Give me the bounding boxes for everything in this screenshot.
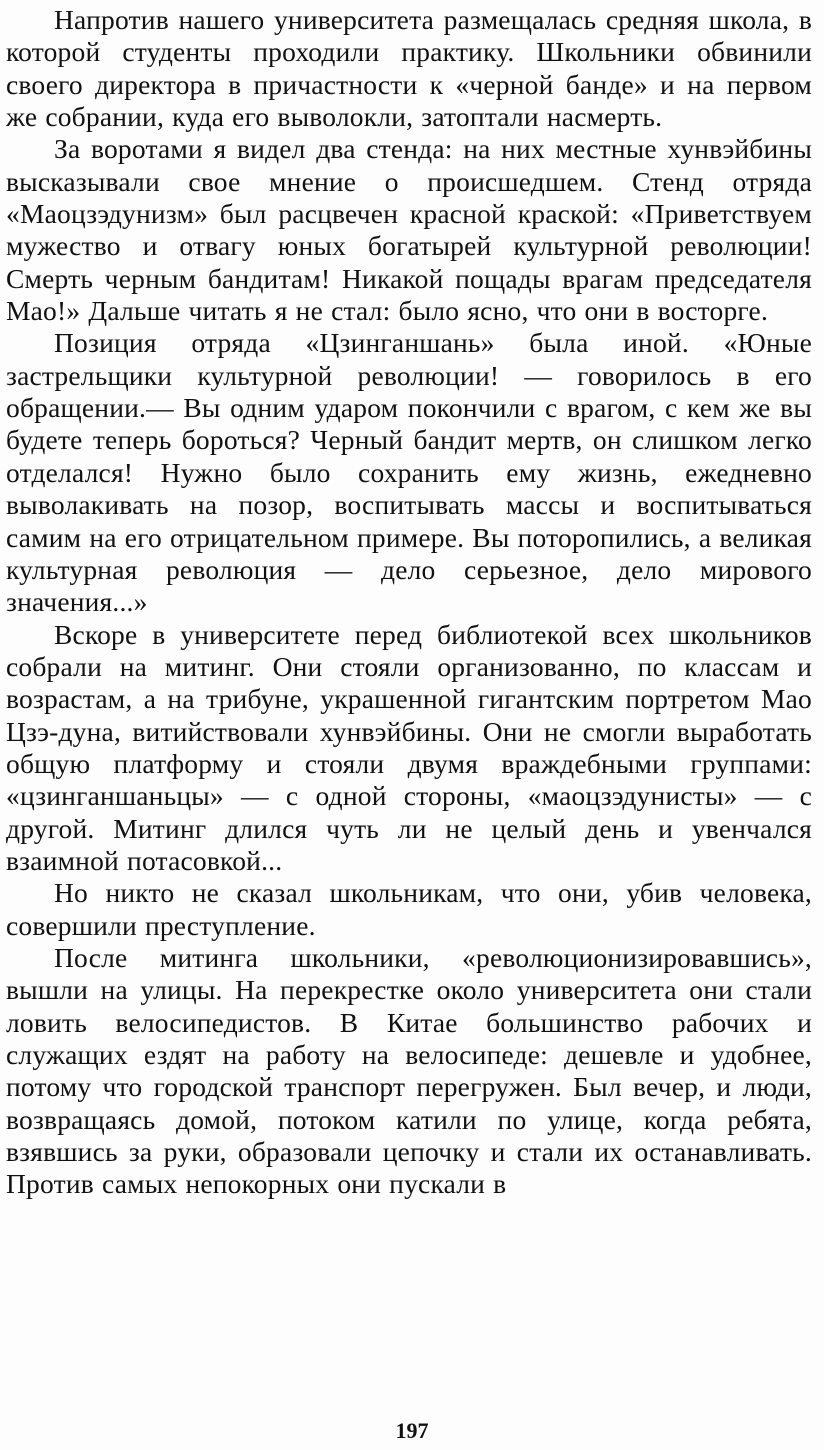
paragraph-2: За воротами я видел два стенда: на них местные хунвэйбины высказывали свое мнение о происшедшем. Стенд отряда «Маоцзэдунизм» был расцвечен красной краской: «Приветствуем мужество и отвагу юных богатырей культурной революции! Смерть черным бандитам! Никакой пощады врагам председателя Мао!» Дальше читать я не стал: было ясно, что они в восторге. [6, 133, 812, 327]
page-number: 197 [395, 1418, 429, 1443]
page-text [6, 4, 812, 1201]
paragraph-6: После митинга школьники, «революционизировавшись», вышли на улицы. На перекрестке около университета они стали ловить велосипедистов. В Китае большинство рабочих и служащих ездят на работу на велосипеде: дешевле и удобнее, потому что городской транспорт перегружен. Был вечер, и люди, возвращаясь домой, потоком катили по улице, когда ребята, взявшись за руки, образовали цепочку и стали их останавливать. Против самых непокорных они пускали в [6, 941, 812, 1200]
paragraph-1: Напротив нашего университета размещалась средняя школа, в которой студенты проходили практику. Школьники обвинили своего директора в причастности к «черной банде» и на первом же собрании, куда его выволокли, затоптали насмерть. [6, 4, 812, 133]
paragraph-4: Вскоре в университете перед библиотекой всех школьников собрали на митинг. Они стояли организованно, по классам и возрастам, а на трибуне, украшенной гигантским портретом Мао Цзэ-дуна, витийствовали хунвэйбины. Они не смогли выработать общую платформу и стояли двумя враждебными группами: «цзинганшаньцы» — с одной стороны, «маоцзэдунисты» — с другой. Митинг длился чуть ли не целый день и увенчался взаимной потасовкой... [6, 618, 812, 876]
paragraph-5: Но никто не сказал школьникам, что они, убив человека, совершили преступление. [6, 877, 812, 941]
paragraph-3: Позиция отряда «Цзинганшань» была иной. «Юные застрельщики культурной революции! — говорилось в его обращении.— Вы одним ударом покончили с врагом, с кем же вы будете теперь бороться? Черный бандит мертв, он слишком легко отделался! Нужно было сохранить ему жизнь, ежедневно выволакивать на позор, воспитывать массы и воспитываться самим на его отрицательном примере. Вы поторопились, а великая культурная революция — дело серьезное, дело мирового значения...» [6, 327, 812, 618]
